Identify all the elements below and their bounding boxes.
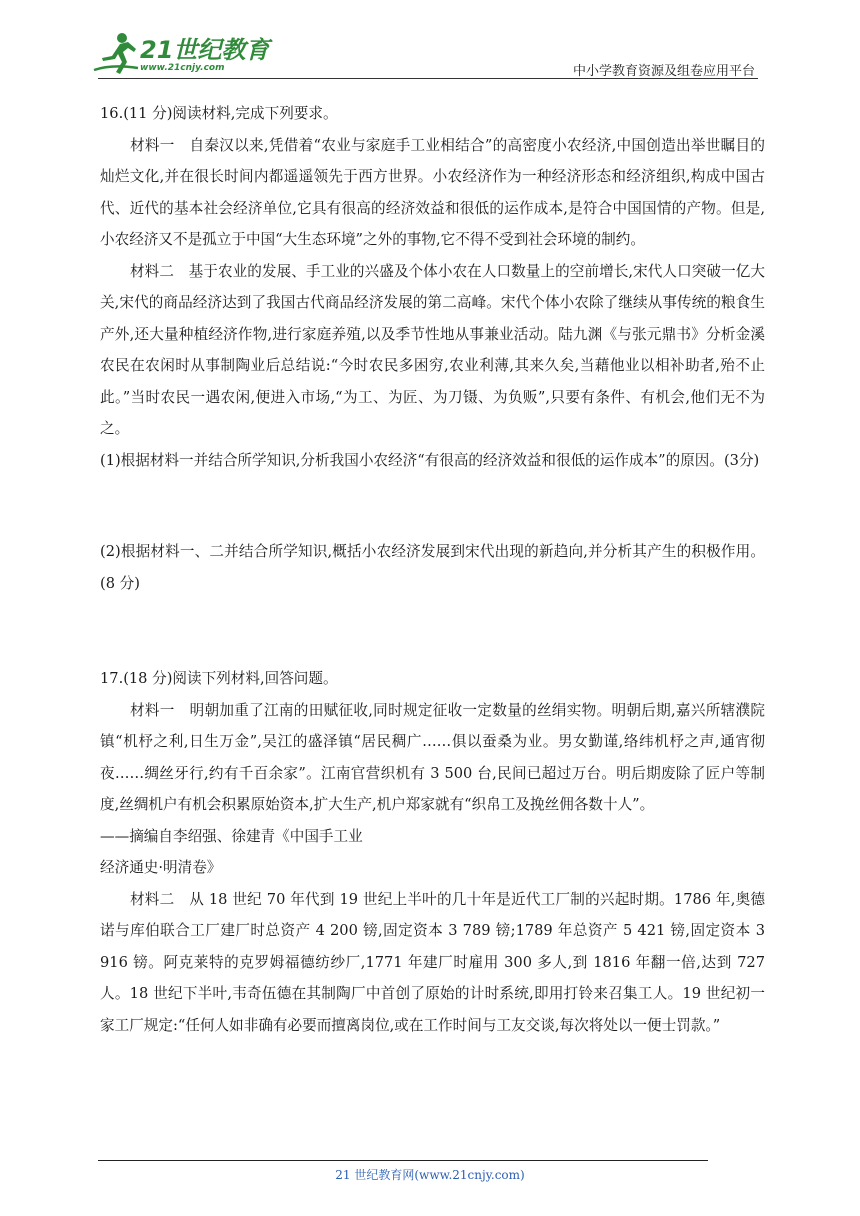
question-17-title: 17.(18 分)阅读下列材料,回答问题。 [100, 670, 338, 687]
page-header [0, 0, 860, 82]
answer-space [100, 476, 765, 536]
logo-title: 21世纪教育 [140, 36, 270, 64]
q16-subquestion-2: (2)根据材料一、二并结合所学知识,概括小农经济发展到宋代出现的新趋向,并分析其产生的积极作用。(8 分) [100, 543, 765, 592]
header-divider [98, 78, 758, 79]
q16-material-2: 材料二 基于农业的发展、手工业的兴盛及个体小农在人口数量上的空前增长,宋代人口突破一亿大关,宋代的商品经济达到了我国古代商品经济发展的第二高峰。宋代个体小农除了继续从事传统的粮食生产外,还大量种植经济作物,进行家庭养殖,以及季节性地从事兼业活动。陆九渊《与张元鼎书》分析金溪农民在农闲时从事制陶业后总结说:“今时农民多困穷,农业利薄,其来久矣,当藉他业以相补助者,殆不止此。”当时农民一遇农闲,便进入市场,“为工、为匠、为刀镊、为负贩”,只要有条件、有机会,他们无不为之。 [100, 262, 765, 437]
question-16-title: 16.(11 分)阅读材料,完成下列要求。 [100, 105, 338, 122]
runner-logo-icon [92, 30, 142, 78]
header-tagline: 中小学教育资源及组卷应用平台 [572, 64, 755, 79]
document-body [100, 98, 765, 1041]
q17-material-1: 材料一 明朝加重了江南的田赋征收,同时规定征收一定数量的丝绢实物。明朝后期,嘉兴所辖濮院镇“机杼之利,日生万金”,吴江的盛泽镇“居民稠广……俱以蚕桑为业。男女勤谨,络纬机杼之声,通宵彻夜……绸丝牙行,约有千百余家”。江南官营织机有 3 500 台,民间已超过万台。明后期废除了匠户等制度,丝绸机户有机会积累原始资本,扩大生产,机户郑家就有“织帛工及挽丝佣各数十人”。 [100, 701, 765, 813]
q16-material-1: 材料一 自秦汉以来,凭借着“农业与家庭手工业相结合”的高密度小农经济,中国创造出举世瞩目的灿烂文化,并在很长时间内都遥遥领先于西方世界。小农经济作为一种经济形态和经济组织,构成中国古代、近代的基本社会经济单位,它具有很高的经济效益和很低的运作成本,是符合中国国情的产物。但是,小农经济又不是孤立于中国“大生态环境”之外的事物,它不得不受到社会环境的制约。 [100, 136, 765, 248]
q17-source-line-2: 经济通史·明清卷》 [100, 859, 222, 876]
footer-divider [98, 1160, 708, 1161]
footer-site-link[interactable]: 21 世纪教育网(www.21cnjy.com) [335, 1168, 525, 1182]
q17-source-line-1: ——摘编自李绍强、徐建青《中国手工业 [100, 827, 363, 845]
logo-url: www.21cnjy.com [140, 63, 225, 73]
q16-subquestion-1: (1)根据材料一并结合所学知识,分析我国小农经济“有很高的经济效益和很低的运作成本”的原因。(3分) [100, 451, 760, 469]
q17-material-2: 材料二 从 18 世纪 70 年代到 19 世纪上半叶的几十年是近代工厂制的兴起时期。1786 年,奥德诺与库伯联合工厂建厂时总资产 4 200 镑,固定资本 3 789 镑;1789 年总资产 5 421 镑,固定资本 3 916 镑。阿克莱特的克罗姆福德纺纱厂,1771 年建厂时雇用 300 多人,到 1816 年翻一倍,达到 727 人。18 世纪下半叶,韦奇伍德在其制陶厂中首创了原始的计时系统,即用打铃来召集工人。19 世纪初一家工厂规定:“任何人如非确有必要而擅离岗位,或在工作时间与工友交谈,每次将处以一便士罚款。” [100, 890, 765, 1034]
answer-space [100, 599, 765, 663]
site-logo [92, 30, 270, 80]
